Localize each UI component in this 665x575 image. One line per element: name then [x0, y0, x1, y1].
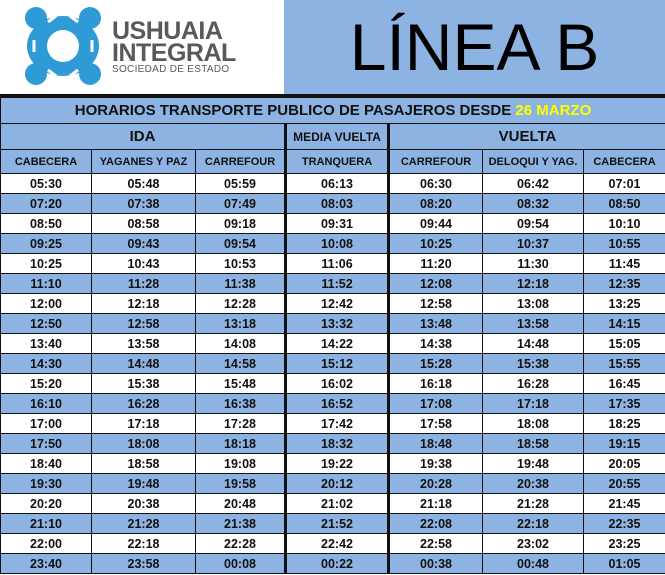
time-cell: 17:58: [389, 414, 483, 434]
table-row: [1, 434, 665, 454]
time-cell: 10:08: [286, 234, 389, 254]
table-row: [1, 454, 665, 474]
table-row: [1, 374, 665, 394]
time-cell: 10:55: [584, 234, 665, 254]
time-cell: 19:30: [1, 474, 92, 494]
time-cell: 22:00: [1, 534, 92, 554]
time-cell: 14:22: [286, 334, 389, 354]
column-header: CABECERA: [584, 150, 665, 174]
table-row: [1, 214, 665, 234]
time-cell: 14:30: [1, 354, 92, 374]
time-cell: 16:45: [584, 374, 665, 394]
time-cell: 22:18: [483, 514, 584, 534]
group-vuelta: VUELTA: [389, 124, 665, 150]
time-cell: 22:42: [286, 534, 389, 554]
time-cell: 21:18: [389, 494, 483, 514]
time-cell: 15:38: [483, 354, 584, 374]
schedule-table: [0, 97, 665, 574]
title-text: HORARIOS TRANSPORTE PUBLICO DE PASAJEROS DESDE: [74, 102, 516, 119]
time-cell: 13:25: [584, 294, 665, 314]
time-cell: 20:55: [584, 474, 665, 494]
time-cell: 13:18: [196, 314, 286, 334]
time-cell: 14:38: [389, 334, 483, 354]
time-cell: 15:55: [584, 354, 665, 374]
time-cell: 08:03: [286, 194, 389, 214]
time-cell: 13:58: [92, 334, 196, 354]
time-cell: 10:43: [92, 254, 196, 274]
time-cell: 20:28: [389, 474, 483, 494]
table-row: [1, 554, 665, 574]
column-header: CARREFOUR: [196, 150, 286, 174]
time-cell: 08:58: [92, 214, 196, 234]
time-cell: 09:25: [1, 234, 92, 254]
time-cell: 13:58: [483, 314, 584, 334]
time-cell: 12:00: [1, 294, 92, 314]
time-cell: 09:54: [483, 214, 584, 234]
time-cell: 18:40: [1, 454, 92, 474]
time-cell: 23:40: [1, 554, 92, 574]
time-cell: 14:48: [483, 334, 584, 354]
time-cell: 18:48: [389, 434, 483, 454]
time-cell: 16:02: [286, 374, 389, 394]
time-cell: 05:30: [1, 174, 92, 194]
time-cell: 13:40: [1, 334, 92, 354]
time-cell: 12:50: [1, 314, 92, 334]
time-cell: 18:18: [196, 434, 286, 454]
time-cell: 12:08: [389, 274, 483, 294]
time-cell: 12:18: [483, 274, 584, 294]
time-cell: 12:58: [92, 314, 196, 334]
time-cell: 23:02: [483, 534, 584, 554]
time-cell: 07:20: [1, 194, 92, 214]
time-cell: 17:42: [286, 414, 389, 434]
group-media-vuelta: MEDIA VUELTA: [286, 124, 389, 150]
time-cell: 20:12: [286, 474, 389, 494]
time-cell: 18:32: [286, 434, 389, 454]
time-cell: 12:35: [584, 274, 665, 294]
time-cell: 17:00: [1, 414, 92, 434]
time-cell: 21:10: [1, 514, 92, 534]
time-cell: 16:28: [483, 374, 584, 394]
time-cell: 18:58: [483, 434, 584, 454]
time-cell: 08:50: [584, 194, 665, 214]
table-row: [1, 174, 665, 194]
time-cell: 11:30: [483, 254, 584, 274]
time-cell: 09:43: [92, 234, 196, 254]
time-cell: 18:25: [584, 414, 665, 434]
time-cell: 17:18: [92, 414, 196, 434]
time-cell: 21:38: [196, 514, 286, 534]
time-cell: 07:49: [196, 194, 286, 214]
logo: [0, 0, 284, 94]
time-cell: 18:08: [483, 414, 584, 434]
header: [0, 0, 665, 97]
group-ida: IDA: [1, 124, 286, 150]
table-row: [1, 334, 665, 354]
time-cell: 09:44: [389, 214, 483, 234]
time-cell: 21:28: [92, 514, 196, 534]
column-header: DELOQUI Y YAG.: [483, 150, 584, 174]
time-cell: 09:18: [196, 214, 286, 234]
time-cell: 17:50: [1, 434, 92, 454]
time-cell: 22:58: [389, 534, 483, 554]
time-cell: 23:25: [584, 534, 665, 554]
time-cell: 06:30: [389, 174, 483, 194]
time-cell: 12:42: [286, 294, 389, 314]
column-header: YAGANES Y PAZ: [92, 150, 196, 174]
time-cell: 18:58: [92, 454, 196, 474]
logo-text: [112, 17, 236, 76]
time-cell: 20:05: [584, 454, 665, 474]
time-cell: 07:01: [584, 174, 665, 194]
time-cell: 16:28: [92, 394, 196, 414]
time-cell: 15:05: [584, 334, 665, 354]
logo-line2: INTEGRAL: [112, 39, 236, 67]
time-cell: 14:58: [196, 354, 286, 374]
time-cell: 06:42: [483, 174, 584, 194]
time-cell: 07:38: [92, 194, 196, 214]
people-circle-logo-icon: [12, 0, 112, 94]
time-cell: 08:50: [1, 214, 92, 234]
time-cell: 17:28: [196, 414, 286, 434]
table-row: [1, 514, 665, 534]
table-row: [1, 274, 665, 294]
table-row: [1, 474, 665, 494]
time-cell: 11:52: [286, 274, 389, 294]
time-cell: 10:37: [483, 234, 584, 254]
table-row: [1, 314, 665, 334]
time-cell: 19:22: [286, 454, 389, 474]
time-cell: 00:22: [286, 554, 389, 574]
time-cell: 19:58: [196, 474, 286, 494]
time-cell: 21:28: [483, 494, 584, 514]
time-cell: 05:48: [92, 174, 196, 194]
time-cell: 00:08: [196, 554, 286, 574]
time-cell: 14:08: [196, 334, 286, 354]
time-cell: 23:58: [92, 554, 196, 574]
time-cell: 11:06: [286, 254, 389, 274]
time-cell: 19:38: [389, 454, 483, 474]
time-cell: 10:53: [196, 254, 286, 274]
time-cell: 20:20: [1, 494, 92, 514]
time-cell: 20:38: [483, 474, 584, 494]
logo-line1: USHUAIA: [112, 17, 223, 45]
schedule-title: [1, 98, 665, 124]
time-cell: 22:35: [584, 514, 665, 534]
time-cell: 01:05: [584, 554, 665, 574]
title-date: 26 MARZO: [515, 102, 592, 119]
time-cell: 21:45: [584, 494, 665, 514]
time-cell: 09:54: [196, 234, 286, 254]
time-cell: 13:32: [286, 314, 389, 334]
time-cell: 08:32: [483, 194, 584, 214]
time-cell: 10:25: [389, 234, 483, 254]
table-row: [1, 294, 665, 314]
time-cell: 13:08: [483, 294, 584, 314]
time-cell: 16:18: [389, 374, 483, 394]
time-cell: 08:20: [389, 194, 483, 214]
time-cell: 19:48: [483, 454, 584, 474]
logo-line3: SOCIEDAD DE ESTADO: [112, 64, 230, 75]
time-cell: 11:45: [584, 254, 665, 274]
time-cell: 19:48: [92, 474, 196, 494]
table-row: [1, 234, 665, 254]
table-row: [1, 194, 665, 214]
time-cell: 21:52: [286, 514, 389, 534]
time-cell: 16:38: [196, 394, 286, 414]
time-cell: 11:38: [196, 274, 286, 294]
time-cell: 00:48: [483, 554, 584, 574]
time-cell: 22:18: [92, 534, 196, 554]
table-row: [1, 354, 665, 374]
time-cell: 12:58: [389, 294, 483, 314]
time-cell: 11:20: [389, 254, 483, 274]
time-cell: 17:35: [584, 394, 665, 414]
table-row: [1, 254, 665, 274]
time-cell: 20:48: [196, 494, 286, 514]
time-cell: 00:38: [389, 554, 483, 574]
time-cell: 10:25: [1, 254, 92, 274]
time-cell: 14:15: [584, 314, 665, 334]
time-cell: 10:10: [584, 214, 665, 234]
table-row: [1, 534, 665, 554]
time-cell: 22:28: [196, 534, 286, 554]
time-cell: 15:28: [389, 354, 483, 374]
column-header: TRANQUERA: [286, 150, 389, 174]
time-cell: 15:48: [196, 374, 286, 394]
time-cell: 05:59: [196, 174, 286, 194]
column-header: CARREFOUR: [389, 150, 483, 174]
line-heading: LÍNEA B: [349, 10, 600, 84]
time-cell: 15:20: [1, 374, 92, 394]
time-cell: 15:38: [92, 374, 196, 394]
time-cell: 21:02: [286, 494, 389, 514]
time-cell: 16:10: [1, 394, 92, 414]
time-cell: 20:38: [92, 494, 196, 514]
time-cell: 14:48: [92, 354, 196, 374]
time-cell: 11:28: [92, 274, 196, 294]
time-cell: 17:18: [483, 394, 584, 414]
table-row: [1, 494, 665, 514]
column-header: CABECERA: [1, 150, 92, 174]
time-cell: 13:48: [389, 314, 483, 334]
time-cell: 12:28: [196, 294, 286, 314]
time-cell: 11:10: [1, 274, 92, 294]
time-cell: 19:15: [584, 434, 665, 454]
time-cell: 06:13: [286, 174, 389, 194]
time-cell: 22:08: [389, 514, 483, 534]
time-cell: 17:08: [389, 394, 483, 414]
table-row: [1, 414, 665, 434]
time-cell: 15:12: [286, 354, 389, 374]
time-cell: 09:31: [286, 214, 389, 234]
table-row: [1, 394, 665, 414]
time-cell: 19:08: [196, 454, 286, 474]
time-cell: 16:52: [286, 394, 389, 414]
time-cell: 12:18: [92, 294, 196, 314]
time-cell: 18:08: [92, 434, 196, 454]
